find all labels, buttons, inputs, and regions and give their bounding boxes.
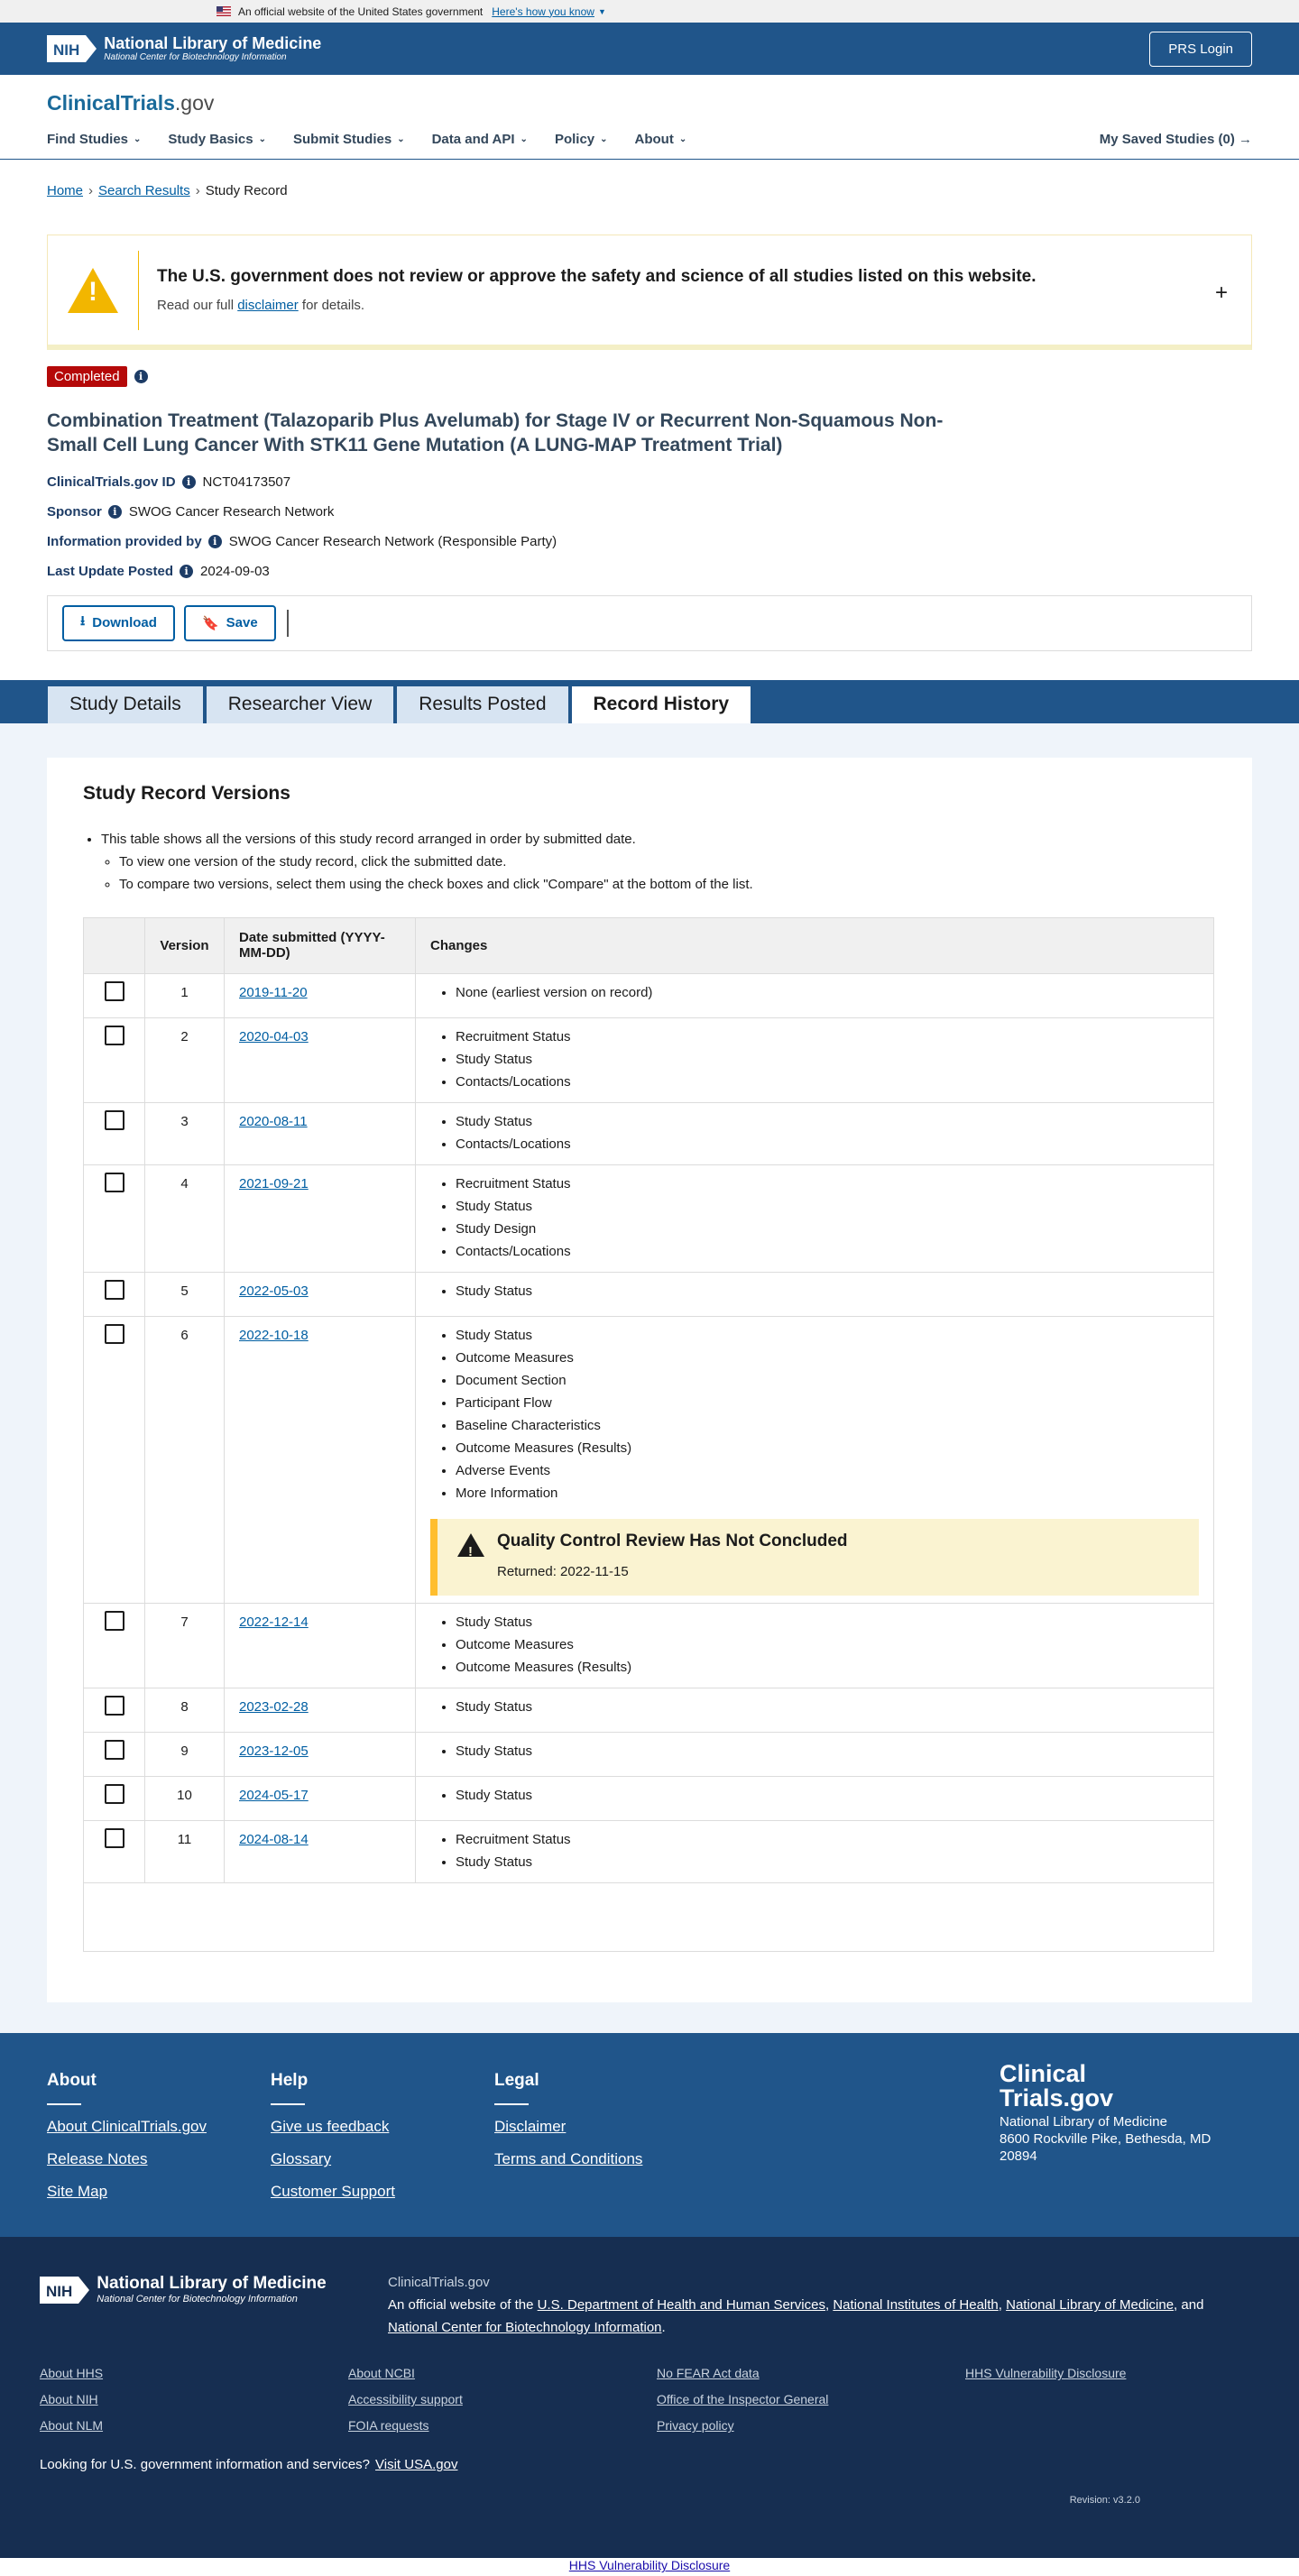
version-date-link[interactable]: 2022-05-03 (239, 1283, 309, 1299)
version-number: 5 (145, 1272, 225, 1316)
footer-link[interactable]: About NCBI (348, 2366, 415, 2381)
version-number: 7 (145, 1604, 225, 1688)
col-checkbox (84, 917, 145, 973)
change-item: • Contacts/Locations (456, 1240, 1199, 1263)
version-date-link[interactable]: 2020-04-03 (239, 1028, 309, 1044)
disclaimer-title: The U.S. government does not review or approve the safety and science of all studies listed on this website. (157, 267, 1036, 286)
footer-link[interactable]: Glossary (271, 2150, 332, 2168)
meta-sponsor-label: Sponsor (47, 503, 102, 520)
col-date: Date submitted (YYYY-MM-DD) (225, 917, 416, 973)
footer-address: National Library of Medicine 8600 Rockville Pike, Bethesda, MD 20894 (1000, 2114, 1211, 2164)
change-item: • Study Status (456, 1324, 1199, 1347)
version-checkbox[interactable] (105, 1280, 124, 1300)
footer-link[interactable]: About NIH (40, 2392, 98, 2407)
version-checkbox[interactable] (105, 981, 124, 1001)
breadcrumb-home[interactable]: Home (47, 183, 84, 198)
table-row (84, 1821, 1214, 1883)
date-cell (225, 1604, 416, 1688)
arrow-right-icon: → (1239, 131, 1252, 147)
hhs-bottom-bar (0, 2558, 1299, 2576)
nlm-link[interactable]: National Library of Medicine (1006, 2297, 1175, 2314)
nlm-subtitle: National Center for Biotechnology Information (104, 52, 287, 63)
version-date-link[interactable]: 2022-12-14 (239, 1615, 309, 1631)
usa-gov-link[interactable]: Visit USA.gov (375, 2457, 458, 2473)
nav-submit-studies[interactable]: Submit Studies ⌄ (293, 131, 405, 147)
date-cell (225, 1102, 416, 1164)
table-row (84, 1316, 1214, 1604)
tab-results-posted[interactable]: Results Posted (396, 685, 568, 723)
table-row (84, 1733, 1214, 1777)
breadcrumb (0, 160, 1299, 198)
intro-subitem: ◦ To compare two versions, select them using the check boxes and click "Compare" at the bottom of the list. (119, 873, 1216, 896)
actions-bar (47, 595, 1252, 651)
info-icon[interactable]: i (108, 505, 122, 519)
breadcrumb-search-results[interactable]: Search Results (98, 183, 190, 198)
footer-link[interactable]: Accessibility support (348, 2392, 463, 2407)
table-header-row (84, 917, 1214, 973)
nav-find-studies[interactable]: Find Studies ⌄ (47, 131, 142, 147)
warning-icon (457, 1533, 484, 1557)
change-item: • Study Design (456, 1218, 1199, 1240)
meta-sponsor-value: SWOG Cancer Research Network (128, 503, 335, 520)
date-cell (225, 1821, 416, 1883)
change-item: • Contacts/Locations (456, 1071, 1199, 1093)
version-number: 10 (145, 1777, 225, 1821)
changes-cell (416, 1821, 1214, 1883)
change-item: • Recruitment Status (456, 1173, 1199, 1195)
version-date-link[interactable]: 2022-10-18 (239, 1327, 309, 1343)
study-title: Combination Treatment (Talazoparib Plus Avelumab) for Stage IV or Recurrent Non-Squamous Non-Small Cell Lung Cancer With STK11 Gene Mutation (A LUNG-MAP Treatment Trial) (47, 410, 944, 456)
changes-cell (416, 1272, 1214, 1316)
date-cell (225, 1733, 416, 1777)
footer-link[interactable]: Office of the Inspector General (657, 2392, 829, 2407)
nlm-footer-logo[interactable]: NIH National Library of Medicine National Center for Biotechnology Information (40, 2275, 327, 2305)
select-cell (84, 1688, 145, 1733)
table-footer-row (84, 1883, 1214, 1952)
tab-record-history[interactable]: Record History (571, 685, 752, 723)
footer-link[interactable]: Terms and Conditions (494, 2150, 643, 2168)
chevron-down-icon: ⌄ (520, 133, 528, 144)
footer-link[interactable]: Site Map (47, 2183, 108, 2201)
disclaimer-link[interactable]: disclaimer (237, 298, 299, 313)
nlm-footer-description: ClinicalTrials.gov An official website of the U.S. Department of Health and Human Services, National Institutes of Health, National Library of Medicine, and National Center for Biotechnology Information. (388, 2275, 1204, 2336)
version-number: 11 (145, 1821, 225, 1883)
table-row (84, 1604, 1214, 1688)
prs-login-button[interactable]: PRS Login (1149, 32, 1252, 67)
footer-link[interactable]: About ClinicalTrials.gov (47, 2118, 207, 2136)
changes-cell (416, 1102, 1214, 1164)
select-cell (84, 1102, 145, 1164)
version-checkbox[interactable] (105, 1110, 124, 1130)
chevron-down-icon: ⌄ (678, 133, 687, 144)
table-row (84, 973, 1214, 1017)
change-item: • Recruitment Status (456, 1828, 1199, 1851)
record-tabs (0, 680, 1299, 723)
select-cell (84, 1733, 145, 1777)
version-checkbox[interactable] (105, 1784, 124, 1804)
select-cell (84, 1164, 145, 1272)
nih-link[interactable]: National Institutes of Health (833, 2297, 999, 2314)
date-cell (225, 973, 416, 1017)
footer-help: Help Give us feedback Glossary Customer Support (271, 2071, 395, 2201)
meta-updated-label: Last Update Posted (47, 563, 174, 579)
change-item: • Outcome Measures (Results) (456, 1437, 1199, 1459)
version-number: 4 (145, 1164, 225, 1272)
date-cell (225, 1777, 416, 1821)
meta-provided-value: SWOG Cancer Research Network (Responsible Party) (228, 533, 557, 549)
change-item: • Study Status (456, 1784, 1199, 1807)
col-version: Version (145, 917, 225, 973)
date-cell (225, 1164, 416, 1272)
version-checkbox[interactable] (105, 1740, 124, 1760)
date-cell (225, 1272, 416, 1316)
footer-link[interactable]: About HHS (40, 2366, 104, 2381)
us-flag-icon (216, 6, 231, 16)
change-item: • Study Status (456, 1110, 1199, 1133)
download-button[interactable]: ⭳ Download (62, 605, 175, 641)
versions-heading: Study Record Versions (83, 782, 290, 804)
disclaimer-alert (47, 235, 1252, 350)
select-cell (84, 1777, 145, 1821)
select-cell (84, 1821, 145, 1883)
footer-link[interactable]: Customer Support (271, 2183, 395, 2201)
how-you-know-link[interactable]: Here's how you know (492, 5, 594, 18)
versions-card (47, 758, 1252, 2003)
tab-study-details[interactable]: Study Details (47, 685, 204, 723)
change-item: • Study Status (456, 1851, 1199, 1873)
chevron-down-icon: ⌄ (134, 133, 142, 144)
info-icon[interactable]: i (208, 535, 222, 548)
select-cell (84, 1604, 145, 1688)
change-item: • Participant Flow (456, 1392, 1199, 1414)
nlm-header (0, 23, 1299, 75)
select-cell (84, 1017, 145, 1102)
content-area (0, 723, 1299, 2034)
meta-updated-value: 2024-09-03 (200, 563, 270, 579)
warning-icon (68, 268, 118, 313)
change-item: • Study Status (456, 1696, 1199, 1718)
chevron-down-icon: ⌄ (258, 133, 266, 144)
change-item: • Outcome Measures (456, 1347, 1199, 1369)
chevron-down-icon: ⌄ (600, 133, 608, 144)
select-cell (84, 1272, 145, 1316)
version-checkbox[interactable] (105, 1611, 124, 1631)
qc-returned: Returned: 2022-11-15 (497, 1564, 629, 1580)
tab-researcher-view[interactable]: Researcher View (206, 685, 395, 723)
changes-cell (416, 1733, 1214, 1777)
version-number: 8 (145, 1688, 225, 1733)
status-row (47, 366, 1252, 387)
change-item: • None (earliest version on record) (456, 981, 1199, 1004)
nlm-logo[interactable] (47, 34, 321, 63)
version-date-link[interactable]: 2023-02-28 (239, 1699, 309, 1716)
change-item: • Baseline Characteristics (456, 1414, 1199, 1437)
site-header (0, 75, 1299, 160)
footer-link[interactable]: Release Notes (47, 2150, 148, 2168)
saved-studies-link[interactable]: My Saved Studies (0) → (1099, 131, 1252, 147)
change-item: • Study Status (456, 1195, 1199, 1218)
version-checkbox[interactable] (105, 1828, 124, 1848)
footer-about: About About ClinicalTrials.gov Release Notes Site Map (47, 2071, 207, 2201)
version-checkbox[interactable] (105, 1324, 124, 1344)
change-item: • Outcome Measures (456, 1633, 1199, 1656)
footer-link[interactable]: Give us feedback (271, 2118, 390, 2136)
gov-banner (0, 0, 1299, 23)
version-number: 3 (145, 1102, 225, 1164)
table-row (84, 1272, 1214, 1316)
changes-cell (416, 1688, 1214, 1733)
clinicaltrials-logo[interactable]: ClinicalTrials.gov (47, 91, 215, 115)
intro-subitem: ◦ To view one version of the study record, click the submitted date. (119, 851, 1216, 873)
table-row (84, 1017, 1214, 1102)
footer-link[interactable]: HHS Vulnerability Disclosure (965, 2366, 1127, 2381)
change-item: • Study Status (456, 1611, 1199, 1633)
changes-cell (416, 1316, 1214, 1604)
nlm-footer (0, 2237, 1299, 2558)
table-row (84, 1777, 1214, 1821)
gov-banner-text: An official website of the United States government (238, 5, 484, 18)
select-cell (84, 973, 145, 1017)
change-item: • Outcome Measures (Results) (456, 1656, 1199, 1679)
meta-provided-label: Information provided by (47, 533, 202, 549)
footer-link[interactable]: About NLM (40, 2418, 104, 2433)
footer (0, 2033, 1299, 2237)
nav-policy[interactable]: Policy ⌄ (554, 131, 608, 147)
ncbi-link[interactable]: National Center for Biotechnology Information (388, 2320, 662, 2336)
col-changes: Changes (416, 917, 1214, 973)
version-number: 9 (145, 1733, 225, 1777)
change-item: • Study Status (456, 1048, 1199, 1071)
nih-arrow-icon (86, 35, 97, 62)
version-checkbox[interactable] (105, 1026, 124, 1045)
table-row (84, 1164, 1214, 1272)
footer-link[interactable]: No FEAR Act data (657, 2366, 760, 2381)
versions-intro (83, 828, 1216, 896)
footer-brand (1000, 2062, 1234, 2165)
chevron-down-icon: ▼ (597, 6, 606, 16)
footer-link[interactable]: Privacy policy (657, 2418, 734, 2433)
qc-alert (430, 1519, 1199, 1596)
save-button[interactable]: 🔖 Save (184, 605, 276, 641)
nlm-title: National Library of Medicine (104, 33, 322, 52)
version-checkbox[interactable] (105, 1696, 124, 1716)
intro-item: • This table shows all the versions of this study record arranged in order by submitted date. ◦ To view one version of the study record, click the submitted date. ◦ To compare two versions, select them using the check boxes and click "Compare" at the bottom of the list. (101, 828, 1216, 896)
meta-id-label: ClinicalTrials.gov ID (47, 474, 176, 490)
disclaimer-text: Read our full disclaimer for details. (157, 298, 365, 313)
change-item: • Adverse Events (456, 1459, 1199, 1482)
versions-table (83, 917, 1214, 1953)
version-date-link[interactable]: 2020-08-11 (239, 1113, 308, 1129)
nih-badge: NIH (47, 35, 86, 62)
download-icon: ⭳ (80, 613, 86, 630)
info-icon[interactable]: i (182, 475, 196, 489)
nav-data-and-api[interactable]: Data and API ⌄ (431, 131, 528, 147)
version-date-link[interactable]: 2024-08-14 (239, 1832, 309, 1848)
nav-about[interactable]: About ⌄ (634, 131, 687, 147)
version-number: 6 (145, 1316, 225, 1604)
select-cell (84, 1316, 145, 1604)
date-cell (225, 1017, 416, 1102)
expand-plus-icon[interactable]: + (1214, 281, 1228, 305)
study-meta (47, 474, 1252, 579)
footer-logo[interactable]: Clinical Trials.gov (1000, 2060, 1114, 2112)
chevron-right-icon: › (88, 183, 94, 198)
version-date-link[interactable]: 2024-05-17 (239, 1788, 309, 1804)
hhs-vulnerability-link[interactable]: HHS Vulnerability Disclosure (568, 2558, 731, 2573)
date-cell (225, 1688, 416, 1733)
version-number: 1 (145, 973, 225, 1017)
qc-title: Quality Control Review Has Not Concluded (497, 1531, 848, 1550)
version-date-link[interactable]: 2019-11-20 (239, 984, 308, 1000)
footer-link[interactable]: Disclaimer (494, 2118, 567, 2136)
table-row (84, 1102, 1214, 1164)
main-nav (47, 119, 1252, 159)
bookmark-icon: 🔖 (201, 615, 219, 631)
footer-legal: Legal Disclaimer Terms and Conditions (494, 2071, 643, 2168)
info-icon[interactable]: i (134, 370, 148, 383)
gov-services: Looking for U.S. government information and services? Visit USA.gov (40, 2457, 458, 2473)
info-icon[interactable]: i (180, 565, 193, 578)
table-row (84, 1688, 1214, 1733)
change-item: • Contacts/Locations (456, 1133, 1199, 1155)
version-number: 2 (145, 1017, 225, 1102)
version-checkbox[interactable] (105, 1173, 124, 1192)
divider (287, 610, 289, 637)
nav-study-basics[interactable]: Study Basics ⌄ (168, 131, 266, 147)
footer-link[interactable]: FOIA requests (348, 2418, 429, 2433)
changes-cell (416, 973, 1214, 1017)
chevron-down-icon: ⌄ (397, 133, 405, 144)
status-badge: Completed (47, 366, 127, 387)
date-cell (225, 1316, 416, 1604)
change-item: • More Information (456, 1482, 1199, 1504)
change-item: • Study Status (456, 1280, 1199, 1302)
change-item: • Recruitment Status (456, 1026, 1199, 1048)
changes-cell (416, 1777, 1214, 1821)
chevron-right-icon: › (195, 183, 200, 198)
breadcrumb-current: Study Record (205, 183, 288, 198)
changes-cell (416, 1017, 1214, 1102)
hhs-link[interactable]: U.S. Department of Health and Human Services (537, 2297, 825, 2314)
version-date-link[interactable]: 2021-09-21 (239, 1175, 309, 1191)
changes-cell (416, 1164, 1214, 1272)
change-item: • Document Section (456, 1369, 1199, 1392)
meta-id-value: NCT04173507 (202, 474, 291, 490)
changes-cell (416, 1604, 1214, 1688)
version-date-link[interactable]: 2023-12-05 (239, 1743, 309, 1760)
revision-label: Revision: v3.2.0 (1069, 2495, 1140, 2507)
change-item: • Study Status (456, 1740, 1199, 1762)
